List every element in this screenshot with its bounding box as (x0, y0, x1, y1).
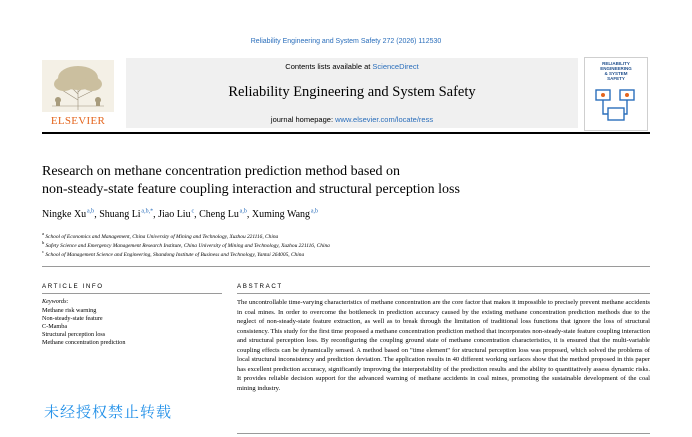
keyword: C-Mamba (42, 323, 68, 330)
affiliation: $^c$ School of Management Science and Engineering, Shandong Institute of Business and Technology, Yantai 264005, China (42, 249, 305, 258)
keyword: Methane risk warning (42, 307, 97, 314)
homepage-prefix: journal homepage: (270, 115, 336, 124)
author[interactable]: Ningke Xu $^{a,b}$, (42, 209, 100, 221)
watermark-text: 未经授权禁止转载 (44, 403, 173, 421)
homepage-line (126, 115, 578, 124)
paper-title (42, 163, 642, 199)
article-info-rule (42, 293, 222, 294)
title-line-1: Research on methane concentration prediction method based on (42, 164, 401, 179)
author[interactable]: Shuang Li $^{a,b,*}$, (99, 209, 159, 221)
journal-header-box (126, 58, 578, 128)
elsevier-tree-icon (42, 60, 114, 112)
keyword: Methane concentration prediction (42, 339, 126, 346)
keyword: Non-steady-state feature (42, 315, 103, 322)
header-rule (42, 132, 650, 134)
author-list (42, 209, 642, 220)
cover-title (585, 61, 647, 81)
journal-cover[interactable] (584, 57, 648, 131)
abstract-bottom-rule (237, 433, 650, 434)
elsevier-logo (42, 60, 114, 128)
journal-reference[interactable]: Reliability Engineering and System Safety 272 (2026) 112530 (250, 38, 442, 45)
abstract-rule (237, 293, 650, 294)
author[interactable]: Jiao Liu $^c$, (158, 209, 200, 221)
keywords-label: Keywords: (42, 298, 69, 305)
abstract-text: The uncontrollable time-varying characteristics of methane concentration are the core factor that makes it impossible to precisely prevent methane accidents in coal mines. In order to overcome the bottleneck in prediction accuracy caused by the existing methane concentration prediction methods due to the neglect of non-steady-state feature extraction, as well as to break through the limitation of traditional loss functions that ignore the loss of structural consistency. This study for the first time proposed a methane concentration prediction method that incorporates non-steady-state feature coupling interaction and structural perception loss. By reconfiguring the coupling ground state of methane concentration characteristics, it is ensured that the multi-variable coupling effects can be dynamically sensed. A method based on "time element" for structural perception loss was proposed, which solved the problems of local structural inconsistency and prediction deviation. The application results in 40 different working surfaces show that the method proposed in this paper has excellent prediction accuracy, significantly improving the interpretability of the prediction results and the ability to quantitatively assess dynamic risks. It provides reliable decision support for the advanced warning of methane accidents in coal mines, promoting the sustainable development of the coal mining industry. (237, 299, 650, 392)
author[interactable]: Xuming Wang $^{a,b}$ (251, 209, 319, 221)
cover-title-line: & SYSTEM (604, 71, 628, 76)
homepage-link[interactable]: www.elsevier.com/locate/ress (335, 115, 434, 124)
abstract-heading: ABSTRACT (237, 283, 283, 290)
cover-artwork-icon (593, 86, 639, 126)
affiliation: $^b$ Safety Science and Emergency Management Research Institute, China University of Mining and Technology, Xuzhou 221116, China (42, 240, 330, 249)
keyword: Structural perception loss (42, 331, 106, 338)
contents-prefix: Contents lists available at (285, 62, 373, 71)
journal-title: Reliability Engineering and System Safety (228, 84, 476, 100)
article-info-heading: ARTICLE INFO (42, 283, 104, 290)
contents-line (126, 62, 578, 71)
title-line-2: non-steady-state feature coupling interaction and structural perception loss (42, 182, 460, 197)
cover-title-line: SAFETY (607, 76, 625, 81)
cover-title-line: ENGINEERING (600, 66, 632, 71)
affiliation-rule (42, 266, 650, 267)
author[interactable]: Cheng Lu $^{a,b}$, (199, 209, 252, 221)
publisher-name: ELSEVIER (50, 115, 106, 127)
sciencedirect-link[interactable]: ScienceDirect (372, 62, 419, 71)
cover-title-line: RELIABILITY (602, 61, 630, 66)
affiliation: $^a$ School of Economics and Management, China University of Mining and Technology, Xuzhou 221116, China (42, 231, 279, 240)
